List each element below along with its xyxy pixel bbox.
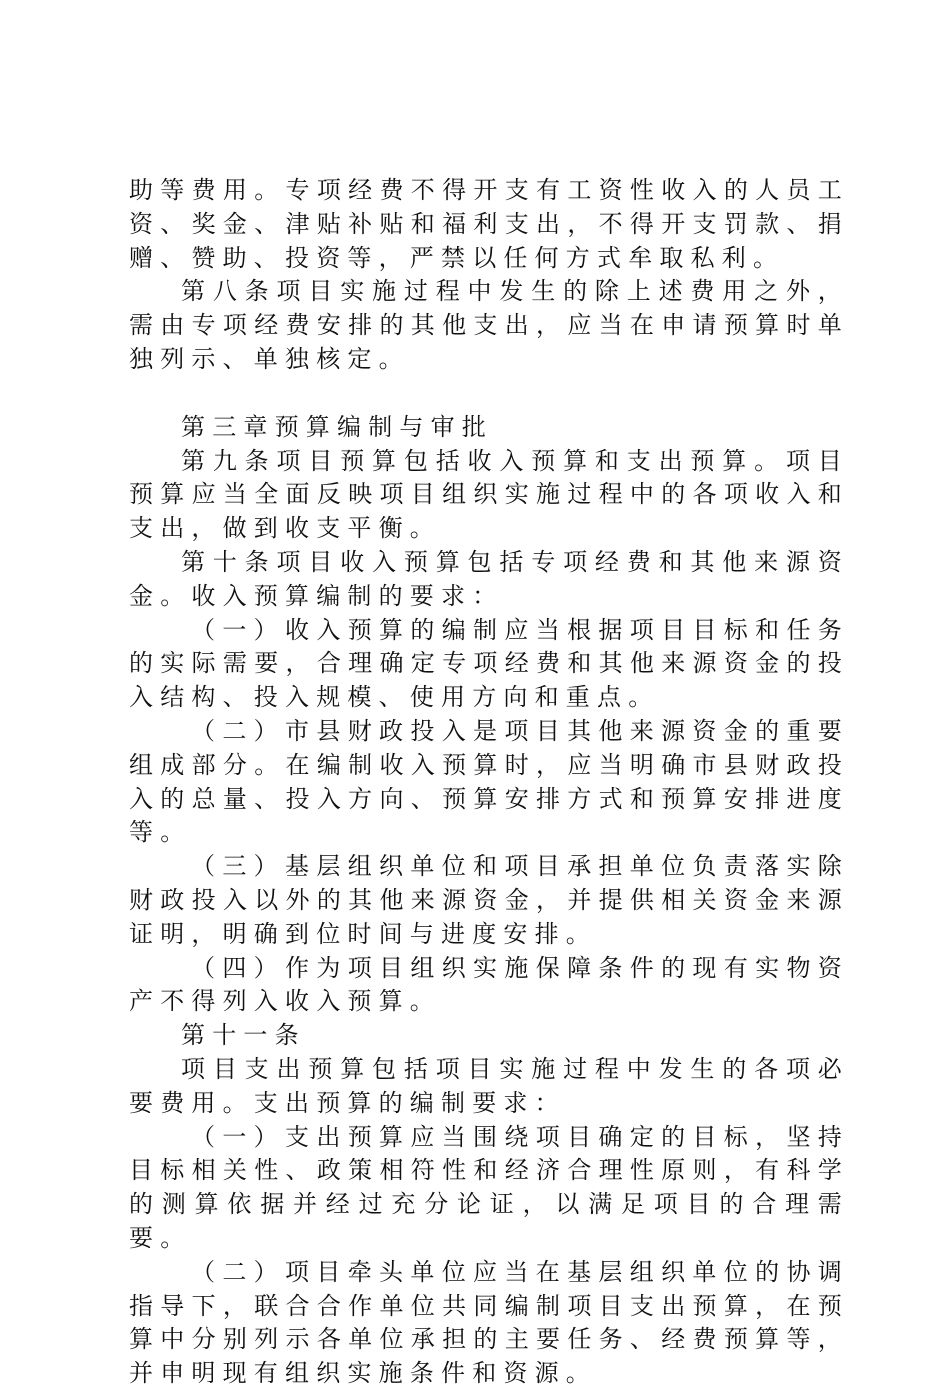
article-11-paragraph: 项目支出预算包括项目实施过程中发生的各项必要费用。支出预算的编制要求： — [129, 1054, 849, 1117]
article-10-item-1: （一）收入预算的编制应当根据项目目标和任务的实际需要，合理确定专项经费和其他来源资金的投入结构、投入规模、使用方向和重点。 — [129, 615, 849, 712]
article-10-item-2: （二）市县财政投入是项目其他来源资金的重要组成部分。在编制收入预算时，应当明确市县财政投入的总量、投入方向、预算安排方式和预算安排进度等。 — [129, 716, 849, 847]
article-8-paragraph: 第八条项目实施过程中发生的除上述费用之外，需由专项经费安排的其他支出，应当在申请预算时单独列示、单独核定。 — [129, 277, 849, 373]
article-10-paragraph: 第十条项目收入预算包括专项经费和其他来源资金。收入预算编制的要求： — [129, 547, 849, 610]
paragraph-continuation: 助等费用。专项经费不得开支有工资性收入的人员工资、奖金、津贴补贴和福利支出，不得开支罚款、捐赠、赞助、投资等，严禁以任何方式牟取私利。 — [129, 176, 849, 272]
article-11-item-2: （二）项目牵头单位应当在基层组织单位的协调指导下，联合合作单位共同编制项目支出预算，在预算中分别列示各单位承担的主要任务、经费预算等，并申明现有组织实施条件和资源。 — [129, 1257, 849, 1388]
document-body — [129, 174, 849, 1391]
article-11-item-1: （一）支出预算应当围绕项目确定的目标，坚持目标相关性、政策相符性和经济合理性原则，有科学的测算依据并经过充分论证，以满足项目的合理需要。 — [129, 1122, 849, 1252]
chapter-3-heading: 第三章预算编制与审批 — [181, 412, 493, 441]
article-11-heading: 第十一条 — [181, 1021, 306, 1050]
article-10-item-4: （四）作为项目组织实施保障条件的现有实物资产不得列入收入预算。 — [129, 953, 849, 1016]
section-spacer — [129, 377, 849, 411]
article-10-item-3: （三）基层组织单位和项目承担单位负责落实除财政投入以外的其他来源资金，并提供相关资金来源证明，明确到位时间与进度安排。 — [129, 852, 849, 948]
article-9-paragraph: 第九条项目预算包括收入预算和支出预算。项目预算应当全面反映项目组织实施过程中的各项收入和支出，做到收支平衡。 — [129, 446, 849, 543]
